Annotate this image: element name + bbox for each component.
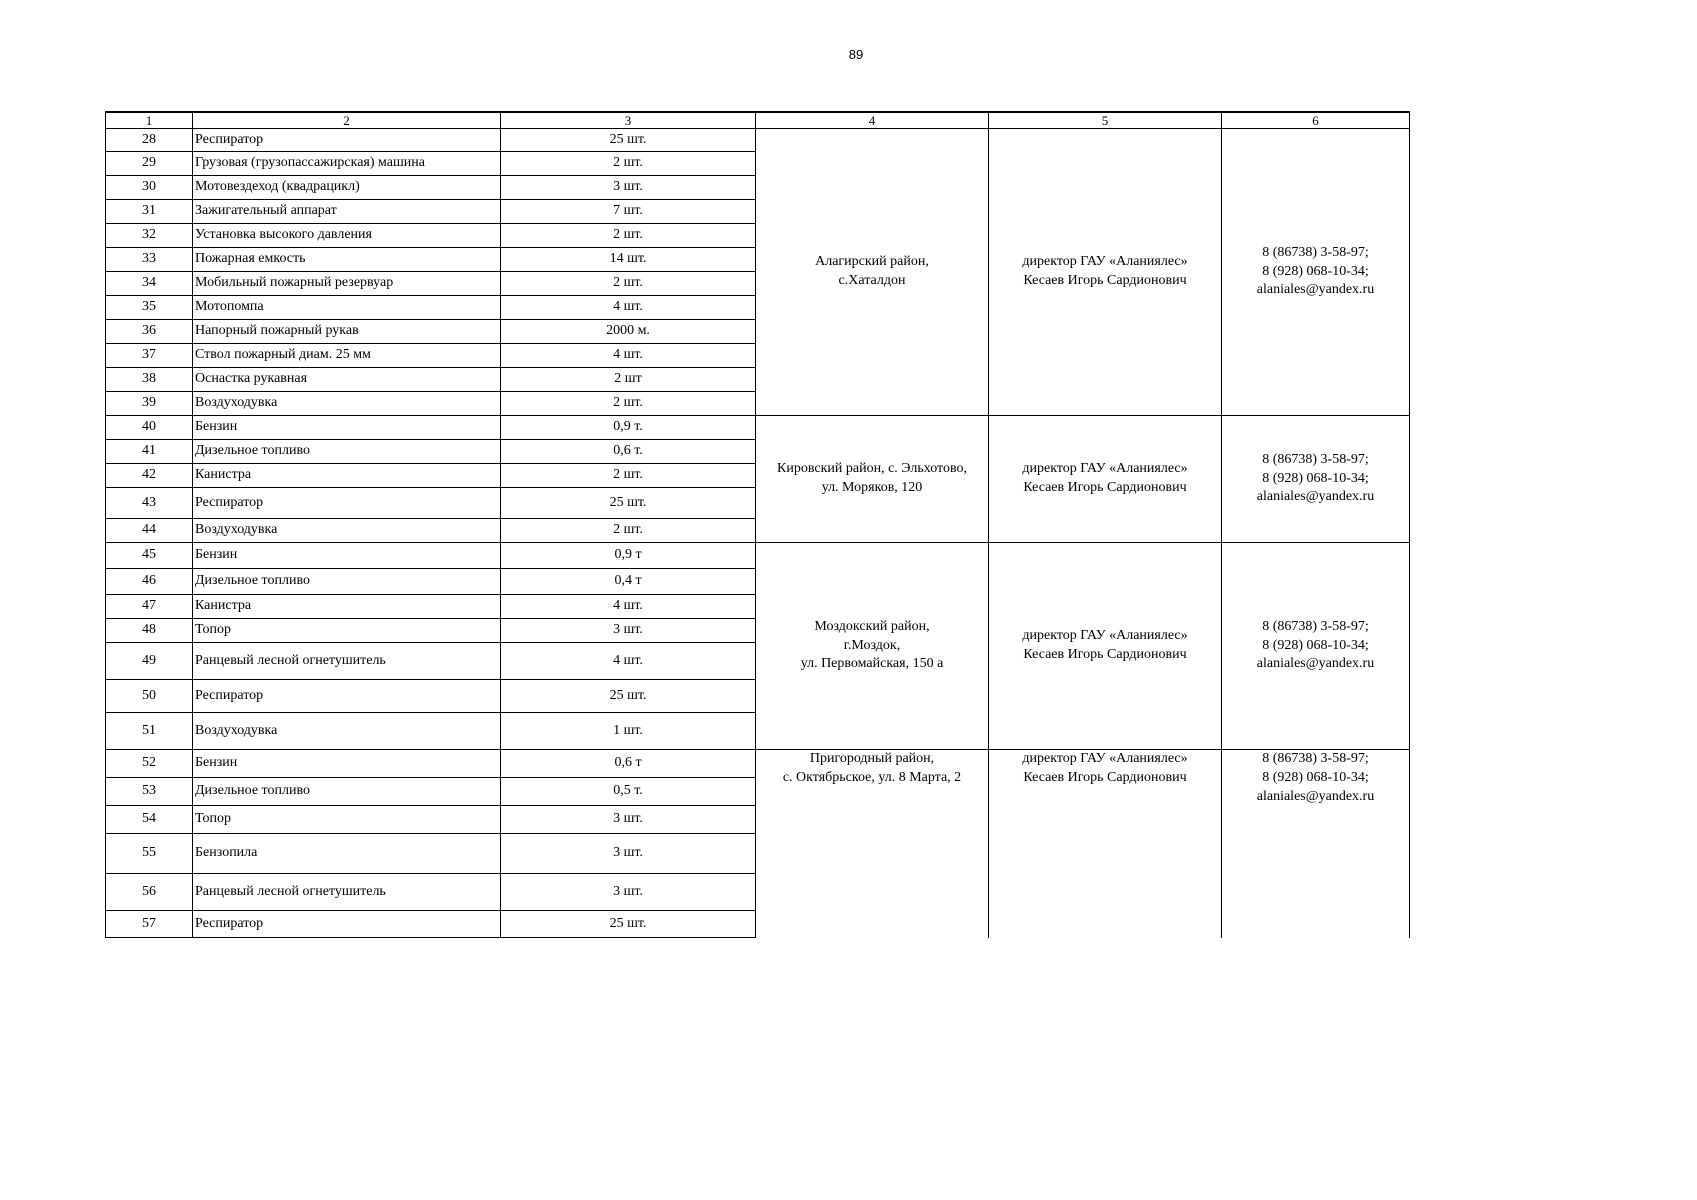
item-name: Дизельное топливо	[193, 440, 501, 464]
item-name: Дизельное топливо	[193, 569, 501, 595]
item-name: Респиратор	[193, 911, 501, 938]
column-header: 4	[756, 112, 989, 129]
row-number: 54	[106, 806, 193, 834]
responsible-cell	[989, 750, 1222, 938]
row-number: 34	[106, 272, 193, 296]
location-cell	[756, 416, 989, 543]
item-quantity: 25 шт.	[501, 911, 756, 938]
item-quantity: 3 шт.	[501, 874, 756, 911]
item-quantity: 0,6 т	[501, 750, 756, 778]
item-quantity: 0,4 т	[501, 569, 756, 595]
item-quantity: 0,9 т.	[501, 416, 756, 440]
item-quantity: 2 шт.	[501, 224, 756, 248]
location-line: Кировский район, с. Эльхотово,	[777, 461, 967, 477]
contacts-line: 8 (928) 068-10-34;	[1262, 263, 1369, 279]
location-cell	[756, 543, 989, 750]
item-name: Пожарная емкость	[193, 248, 501, 272]
item-quantity: 25 шт.	[501, 488, 756, 519]
row-number: 47	[106, 595, 193, 619]
item-name: Респиратор	[193, 488, 501, 519]
item-name: Воздуходувка	[193, 392, 501, 416]
contacts-line: alaniales@yandex.ru	[1256, 656, 1375, 672]
item-quantity: 1 шт.	[501, 713, 756, 750]
column-header: 1	[106, 112, 193, 129]
table-row	[106, 750, 1410, 778]
contacts-line: alaniales@yandex.ru	[1256, 788, 1375, 804]
item-quantity: 0,6 т.	[501, 440, 756, 464]
table-row	[106, 416, 1410, 440]
item-name: Ранцевый лесной огнетушитель	[193, 874, 501, 911]
item-quantity: 3 шт.	[501, 806, 756, 834]
contacts-cell	[1222, 416, 1410, 543]
row-number: 38	[106, 368, 193, 392]
item-name: Мотопомпа	[193, 296, 501, 320]
row-number: 33	[106, 248, 193, 272]
item-quantity: 0,9 т	[501, 543, 756, 569]
contacts-line: 8 (86738) 3-58-97;	[1262, 451, 1369, 467]
item-quantity: 4 шт.	[501, 643, 756, 680]
responsible-line: директор ГАУ «Аланиялес»	[1022, 461, 1188, 477]
row-number: 37	[106, 344, 193, 368]
responsible-line: Кесаев Игорь Сардионович	[1023, 480, 1187, 495]
responsible-cell	[989, 129, 1222, 416]
responsible-cell	[989, 543, 1222, 750]
responsible-line: директор ГАУ «Аланиялес»	[1022, 751, 1188, 766]
responsible-line: директор ГАУ «Аланиялес»	[1022, 254, 1188, 270]
item-name: Бензин	[193, 543, 501, 569]
column-header: 5	[989, 112, 1222, 129]
item-name: Мобильный пожарный резервуар	[193, 272, 501, 296]
row-number: 42	[106, 464, 193, 488]
item-name: Дизельное топливо	[193, 778, 501, 806]
item-quantity: 2 шт.	[501, 464, 756, 488]
contacts-line: 8 (86738) 3-58-97;	[1262, 618, 1369, 634]
location-line: ул. Моряков, 120	[821, 480, 923, 495]
item-name: Воздуходувка	[193, 713, 501, 750]
page-number: 89	[848, 47, 864, 62]
item-quantity: 2 шт.	[501, 272, 756, 296]
row-number: 44	[106, 519, 193, 543]
column-header: 6	[1222, 112, 1410, 129]
item-name: Зажигательный аппарат	[193, 200, 501, 224]
item-name: Канистра	[193, 464, 501, 488]
header-row	[106, 112, 1410, 129]
item-name: Респиратор	[193, 680, 501, 713]
location-cell	[756, 750, 989, 938]
item-name: Ствол пожарный диам. 25 мм	[193, 344, 501, 368]
row-number: 49	[106, 643, 193, 680]
location-line: г.Моздок,	[843, 637, 901, 653]
row-number: 50	[106, 680, 193, 713]
row-number: 43	[106, 488, 193, 519]
item-quantity: 2 шт.	[501, 392, 756, 416]
item-name: Топор	[193, 619, 501, 643]
item-name: Канистра	[193, 595, 501, 619]
row-number: 56	[106, 874, 193, 911]
location-line: ул. Первомайская, 150 а	[800, 656, 944, 672]
item-quantity: 2000 м.	[501, 320, 756, 344]
item-quantity: 2 шт.	[501, 152, 756, 176]
item-quantity: 14 шт.	[501, 248, 756, 272]
row-number: 45	[106, 543, 193, 569]
item-quantity: 3 шт.	[501, 176, 756, 200]
item-quantity: 3 шт.	[501, 619, 756, 643]
contacts-line: 8 (928) 068-10-34;	[1262, 470, 1369, 486]
row-number: 53	[106, 778, 193, 806]
column-header: 3	[501, 112, 756, 129]
item-name: Респиратор	[193, 129, 501, 152]
item-name: Установка высокого давления	[193, 224, 501, 248]
responsible-line: Кесаев Игорь Сардионович	[1023, 273, 1187, 288]
item-quantity: 25 шт.	[501, 129, 756, 152]
contacts-line: 8 (86738) 3-58-97;	[1262, 244, 1369, 260]
item-quantity: 4 шт.	[501, 296, 756, 320]
location-line: с.Хаталдон	[838, 273, 906, 288]
row-number: 46	[106, 569, 193, 595]
location-line: Алагирский район,	[815, 254, 929, 270]
item-name: Ранцевый лесной огнетушитель	[193, 643, 501, 680]
row-number: 28	[106, 129, 193, 152]
responsible-line: Кесаев Игорь Сардионович	[1023, 647, 1187, 662]
item-name: Бензин	[193, 416, 501, 440]
responsible-cell	[989, 416, 1222, 543]
row-number: 41	[106, 440, 193, 464]
row-number: 48	[106, 619, 193, 643]
item-name: Воздуходувка	[193, 519, 501, 543]
row-number: 52	[106, 750, 193, 778]
item-quantity: 4 шт.	[501, 595, 756, 619]
item-name: Оснастка рукавная	[193, 368, 501, 392]
row-number: 35	[106, 296, 193, 320]
contacts-line: 8 (86738) 3-58-97;	[1262, 751, 1369, 766]
row-number: 39	[106, 392, 193, 416]
item-quantity: 3 шт.	[501, 834, 756, 874]
item-name: Бензопила	[193, 834, 501, 874]
item-name: Мотовездеход (квадрацикл)	[193, 176, 501, 200]
table-row	[106, 129, 1410, 152]
item-name: Топор	[193, 806, 501, 834]
item-quantity: 4 шт.	[501, 344, 756, 368]
responsible-line: Кесаев Игорь Сардионович	[1023, 769, 1187, 785]
contacts-line: 8 (928) 068-10-34;	[1262, 769, 1369, 785]
row-number: 31	[106, 200, 193, 224]
equipment-table	[105, 111, 1410, 938]
table-row	[106, 543, 1410, 569]
item-quantity: 7 шт.	[501, 200, 756, 224]
item-name: Бензин	[193, 750, 501, 778]
contacts-line: alaniales@yandex.ru	[1256, 282, 1375, 298]
row-number: 55	[106, 834, 193, 874]
location-line: с. Октябрьское, ул. 8 Марта, 2	[782, 769, 962, 785]
location-line: Моздокский район,	[814, 618, 930, 634]
row-number: 32	[106, 224, 193, 248]
contacts-cell	[1222, 750, 1410, 938]
location-line: Пригородный район,	[809, 751, 935, 766]
row-number: 57	[106, 911, 193, 938]
item-quantity: 2 шт	[501, 368, 756, 392]
row-number: 40	[106, 416, 193, 440]
location-cell	[756, 129, 989, 416]
item-quantity: 0,5 т.	[501, 778, 756, 806]
contacts-line: 8 (928) 068-10-34;	[1262, 637, 1369, 653]
row-number: 36	[106, 320, 193, 344]
row-number: 30	[106, 176, 193, 200]
row-number: 29	[106, 152, 193, 176]
contacts-line: alaniales@yandex.ru	[1256, 489, 1375, 505]
item-name: Напорный пожарный рукав	[193, 320, 501, 344]
item-quantity: 2 шт.	[501, 519, 756, 543]
item-quantity: 25 шт.	[501, 680, 756, 713]
row-number: 51	[106, 713, 193, 750]
contacts-cell	[1222, 129, 1410, 416]
contacts-cell	[1222, 543, 1410, 750]
responsible-line: директор ГАУ «Аланиялес»	[1022, 628, 1188, 644]
column-header: 2	[193, 112, 501, 129]
item-name: Грузовая (грузопассажирская) машина	[193, 152, 501, 176]
